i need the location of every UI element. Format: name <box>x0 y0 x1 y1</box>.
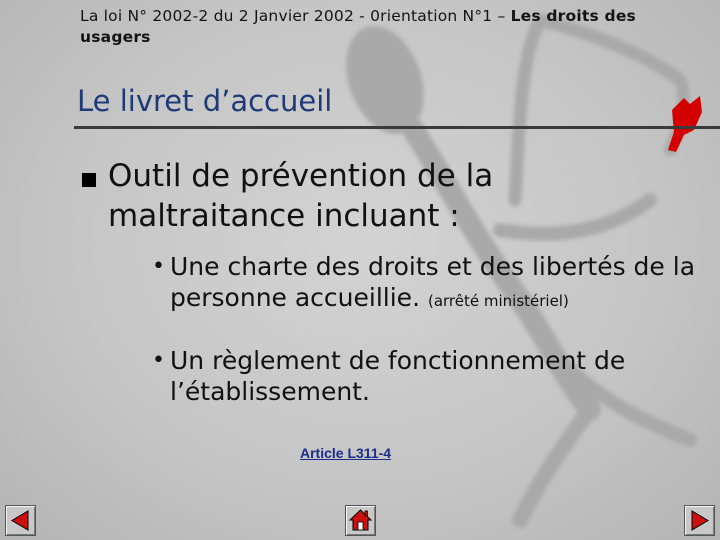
bullet-dot-icon: • <box>152 254 165 279</box>
header-line2-bold: usagers <box>80 28 151 46</box>
bullet-dot-icon: • <box>152 348 165 373</box>
next-arrow-icon <box>685 506 714 535</box>
header-line1-regular: La loi N° 2002-2 du 2 Janvier 2002 - 0rientation N°1 – <box>80 7 511 25</box>
sub-bullet-text: Un règlement de fonctionnement de l’établissement. <box>170 346 626 406</box>
title-divider <box>74 126 720 129</box>
sub-bullet-item <box>152 345 712 407</box>
main-bullet-text: Outil de prévention de la maltraitance incluant : <box>108 158 494 234</box>
home-button[interactable] <box>345 505 376 536</box>
article-link[interactable]: Article L311-4 <box>300 445 392 461</box>
sub-bullet-text: Une charte des droits et des libertés de la personne accueillie. <box>170 252 696 312</box>
sub-bullet-note: (arrêté ministériel) <box>427 292 569 310</box>
square-bullet-icon <box>82 173 96 187</box>
slide-header <box>80 6 720 48</box>
header-line1-bold: Les droits des <box>510 7 636 25</box>
home-icon <box>346 506 375 535</box>
previous-arrow-icon <box>6 506 35 535</box>
slide-title: Le livret d’accueil <box>77 84 333 118</box>
previous-slide-button[interactable] <box>5 505 36 536</box>
red-pen-icon <box>668 96 702 152</box>
next-slide-button[interactable] <box>684 505 715 536</box>
sub-bullet-item <box>152 251 712 317</box>
